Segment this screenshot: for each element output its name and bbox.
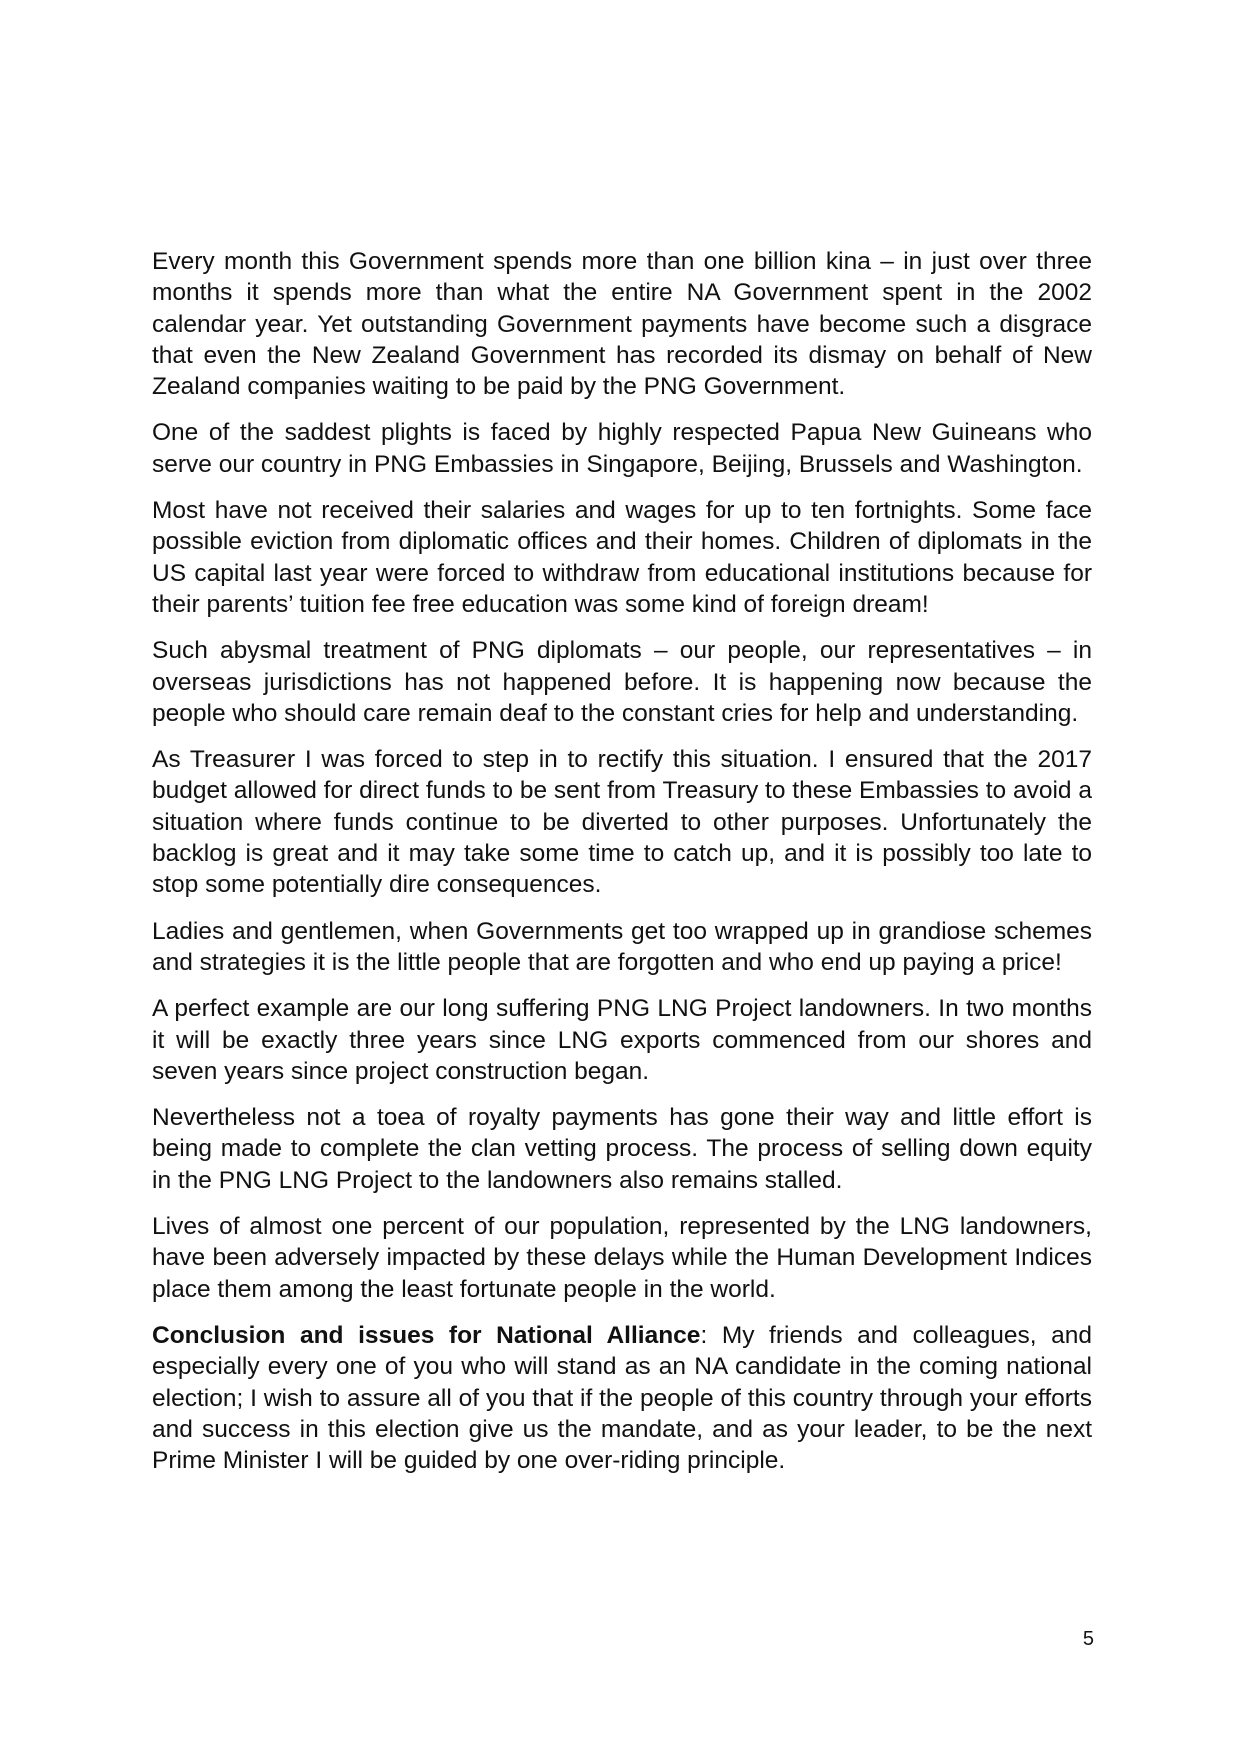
- paragraph-conclusion: [152, 1320, 1092, 1476]
- paragraph-government-spending: Every month this Government spends more than one billion kina – in just over three months it spends more than what the entire NA Government spent in the 2002 calendar year. Yet outstanding Government payments have become such a disgrace that even the New Zealand Government has recorded its dismay on behalf of New Zealand companies waiting to be paid by the PNG Government.: [152, 248, 1092, 401]
- body-text: [152, 246, 1092, 1491]
- paragraph-embassy-plights: One of the saddest plights is faced by highly respected Papua New Guineans who serve our country in PNG Embassies in Singapore, Beijing, Brussels and Washington.: [152, 419, 1092, 478]
- paragraph-little-people: Ladies and gentlemen, when Governments get too wrapped up in grandiose schemes and strategies it is the little people that are forgotten and who end up paying a price!: [152, 917, 1092, 976]
- paragraph-treasurer-action: As Treasurer I was forced to step in to rectify this situation. I ensured that the 2017 budget allowed for direct funds to be sent from Treasury to these Embassies to avoid a situation where funds continue to be diverted to other purposes. Unfortunately the backlog is great and it may take some time to catch up, and it is possibly too late to stop some potentially dire consequences.: [152, 746, 1092, 899]
- paragraph-royalty-payments: Nevertheless not a toea of royalty payments has gone their way and little effort is being made to complete the clan vetting process. The process of selling down equity in the PNG LNG Project to the landowners also remains stalled.: [152, 1104, 1092, 1194]
- conclusion-separator: :: [700, 1321, 708, 1349]
- paragraph-unpaid-salaries: Most have not received their salaries and wages for up to ten fortnights. Some face possible eviction from diplomatic offices and their homes. Children of diplomats in the US capital last year were forced to withdraw from educational institutions because for their parents’ tuition fee free education was some kind of foreign dream!: [152, 497, 1092, 618]
- conclusion-heading: Conclusion and issues for National Alliance: [152, 1321, 701, 1349]
- page-number: 5: [1082, 1628, 1094, 1650]
- paragraph-population-impact: Lives of almost one percent of our population, represented by the LNG landowners, have been adversely impacted by these delays while the Human Development Indices place them among the least fortunate people in the world.: [152, 1213, 1092, 1303]
- paragraph-diplomat-treatment: Such abysmal treatment of PNG diplomats – our people, our representatives – in overseas jurisdictions has not happened before. It is happening now because the people who should care remain deaf to the constant cries for help and understanding.: [152, 637, 1092, 727]
- paragraph-lng-landowners: A perfect example are our long suffering PNG LNG Project landowners. In two months it will be exactly three years since LNG exports commenced from our shores and seven years since project construction began.: [152, 995, 1092, 1085]
- conclusion-text: My friends and colleagues, and especially every one of you who will stand as an NA candidate in the coming national election; I wish to assure all of you that if the people of this country through your efforts and success in this election give us the mandate, and as your leader, to be the next Prime Minister I will be guided by one over-riding principle.: [152, 1321, 1093, 1475]
